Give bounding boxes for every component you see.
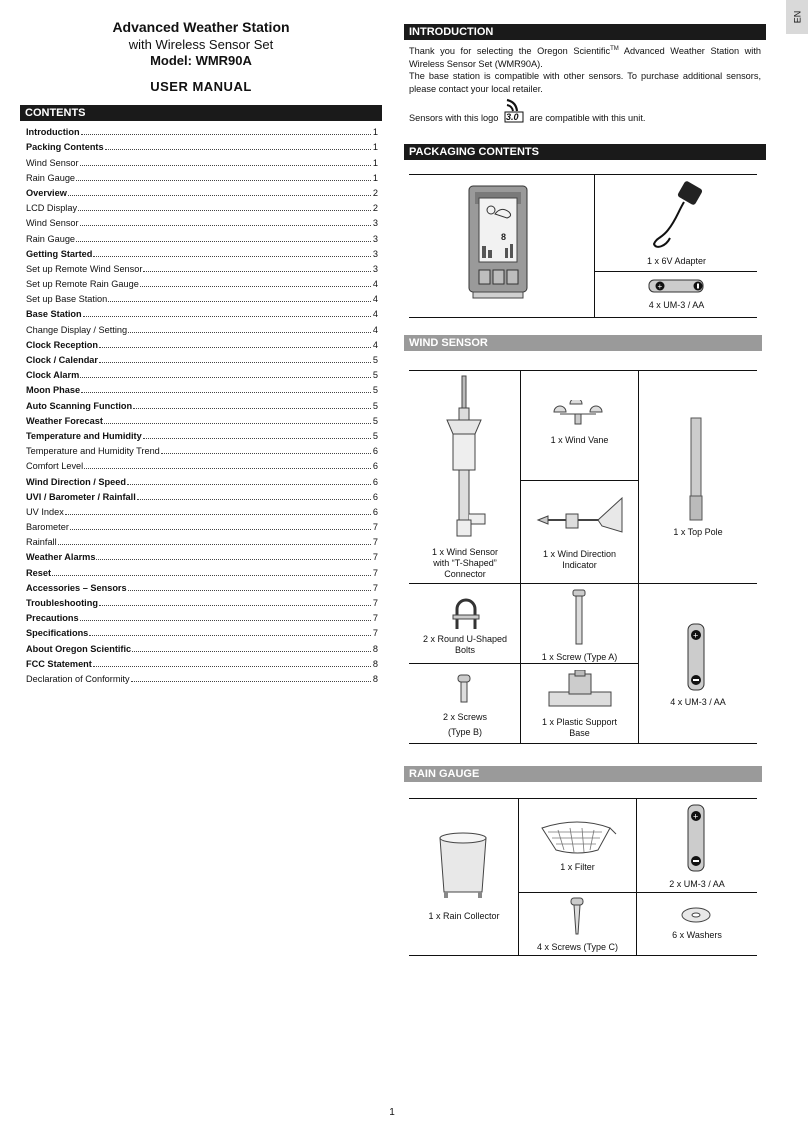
toc-entry-label: Weather Alarms (26, 552, 96, 563)
toc-entry (26, 624, 378, 639)
toc-entry-label: FCC Statement (26, 658, 92, 669)
top-pole-image (688, 416, 704, 522)
washers-caption: 6 x Washers (672, 930, 722, 940)
table-border (638, 370, 639, 743)
toc-entry (26, 563, 378, 578)
wind-vane-image (548, 400, 610, 430)
toc-page-number: 2 (372, 187, 378, 198)
toc-page-number: 4 (372, 309, 378, 320)
toc-page-number: 4 (372, 279, 378, 290)
toc-leader-dots (127, 484, 371, 485)
toc-leader-dots (96, 559, 371, 560)
toc-entry (26, 579, 378, 594)
toc-entry-label: UVI / Barometer / Rainfall (26, 491, 136, 502)
toc-page-number: 3 (372, 263, 378, 274)
model-number: Model: WMR90A (150, 53, 252, 68)
toc-leader-dots (65, 514, 371, 515)
toc-entry-label: Wind Sensor (26, 157, 79, 168)
toc-page-number: 6 (372, 491, 378, 502)
toc-entry-label: Barometer (26, 522, 69, 533)
screws-c-caption: 4 x Screws (Type C) (536, 942, 619, 952)
toc-leader-dots (80, 165, 371, 166)
adapter-image (648, 180, 708, 252)
toc-entry (26, 472, 378, 487)
toc-entry-label: Rainfall (26, 537, 57, 548)
table-border (409, 370, 757, 371)
rain-batteries-caption: 2 x UM-3 / AA (669, 879, 725, 889)
toc-entry (26, 442, 378, 457)
toc-leader-dots (80, 225, 371, 226)
toc-entry-label: Clock Alarm (26, 370, 80, 381)
toc-leader-dots (99, 605, 371, 606)
toc-entry-label: Set up Remote Rain Gauge (26, 279, 139, 290)
toc-entry (26, 427, 378, 442)
sensor-logo: 3.0 (503, 111, 525, 123)
screw-a-image (571, 588, 587, 648)
toc-entry (26, 412, 378, 427)
toc-leader-dots (161, 453, 371, 454)
toc-entry-label: Temperature and Humidity (26, 430, 142, 441)
svg-text:+: + (693, 630, 699, 641)
toc-leader-dots (104, 423, 371, 424)
toc-entry (26, 320, 378, 335)
toc-leader-dots (93, 666, 371, 667)
svg-text:+: + (657, 282, 663, 291)
toc-leader-dots (84, 468, 371, 469)
toc-entry (26, 488, 378, 503)
toc-page-number: 5 (372, 400, 378, 411)
toc-leader-dots (80, 620, 371, 621)
toc-page-number: 8 (372, 673, 378, 684)
toc-entry-label: Rain Gauge (26, 233, 76, 244)
wind-sensor-caption: 1 x Wind Sensor with “T-Shaped” Connector (431, 547, 499, 579)
toc-page-number: 4 (372, 294, 378, 305)
table-border (594, 271, 757, 272)
filter-image (538, 818, 618, 856)
svg-text:8: 8 (501, 232, 507, 242)
aa-battery-vertical-image (686, 803, 706, 873)
toc-entry (26, 548, 378, 563)
filter-caption: 1 x Filter (560, 862, 595, 872)
toc-page-number: 6 (372, 476, 378, 487)
wind-batteries-caption: 4 x UM-3 / AA (670, 697, 726, 707)
toc-entry-label: Getting Started (26, 248, 93, 259)
aa-battery-image (648, 278, 706, 294)
toc-page-number: 1 (372, 157, 378, 168)
toc-entry-label: UV Index (26, 506, 64, 517)
toc-entry-label: LCD Display (26, 203, 78, 214)
toc-entry (26, 336, 378, 351)
toc-page-number: 5 (372, 370, 378, 381)
toc-entry-label: Accessories – Sensors (26, 582, 127, 593)
toc-leader-dots (143, 438, 371, 439)
toc-leader-dots (137, 499, 371, 500)
toc-entry (26, 457, 378, 472)
toc-entry-label: Base Station (26, 309, 82, 320)
intro-paragraph-3: Sensors with this logo 3.0 are compatible with this unit. (409, 111, 761, 125)
table-border (409, 663, 638, 664)
toc-leader-dots (143, 271, 371, 272)
screw-a-caption: 1 x Screw (Type A) (541, 652, 618, 662)
rain-collector-caption: 1 x Rain Collector (428, 911, 500, 921)
toc-entry (26, 366, 378, 381)
table-border (518, 892, 757, 893)
table-border (520, 480, 638, 481)
toc-entry (26, 670, 378, 685)
toc-page-number: 7 (372, 613, 378, 624)
toc-entry (26, 169, 378, 184)
toc-entry-label: Auto Scanning Function (26, 400, 133, 411)
screws-b-caption: 2 x Screws (Type B) (442, 712, 487, 737)
toc-page-number: 1 (372, 172, 378, 183)
toc-page-number: 2 (372, 203, 378, 214)
battery-caption: 4 x UM-3 / AA (648, 300, 705, 310)
toc-entry (26, 290, 378, 305)
top-pole-caption: 1 x Top Pole (673, 527, 723, 537)
wind-vane-caption: 1 x Wind Vane (550, 435, 609, 445)
toc-page-number: 7 (372, 628, 378, 639)
intro-paragraph-1: Thank you for selecting the Oregon Scientific™ Advanced Weather Station with Wireless Sensor Set (WMR90A). (409, 46, 761, 69)
svg-text:+: + (693, 811, 699, 822)
toc-page-number: 7 (372, 552, 378, 563)
base-station-image (467, 184, 529, 300)
toc-leader-dots (108, 301, 371, 302)
wind-direction-caption: 1 x Wind Direction Indicator (542, 549, 617, 570)
toc-leader-dots (132, 651, 371, 652)
toc-leader-dots (131, 681, 371, 682)
packaging-heading: PACKAGING CONTENTS (404, 144, 766, 160)
toc-page-number: 3 (372, 248, 378, 259)
toc-entry-label: Comfort Level (26, 461, 84, 472)
toc-page-number: 7 (372, 537, 378, 548)
toc-leader-dots (105, 149, 371, 150)
toc-entry-label: Rain Gauge (26, 172, 76, 183)
toc-entry-label: Moon Phase (26, 385, 81, 396)
rain-gauge-heading: RAIN GAUGE (404, 766, 762, 782)
adapter-caption: 1 x 6V Adapter (646, 256, 707, 266)
toc-leader-dots (93, 256, 371, 257)
toc-leader-dots (80, 377, 371, 378)
table-border (409, 583, 757, 584)
toc-entry (26, 396, 378, 411)
toc-entry (26, 123, 378, 138)
toc-leader-dots (83, 316, 371, 317)
toc-page-number: 7 (372, 582, 378, 593)
toc-entry-label: Declaration of Conformity (26, 673, 130, 684)
toc-leader-dots (68, 195, 371, 196)
toc-entry (26, 138, 378, 153)
toc-entry-label: Set up Remote Wind Sensor (26, 263, 143, 274)
toc-entry (26, 153, 378, 168)
toc-leader-dots (128, 590, 371, 591)
toc-entry (26, 245, 378, 260)
toc-leader-dots (99, 347, 371, 348)
toc-leader-dots (81, 134, 371, 135)
wind-sensor-image (435, 374, 495, 540)
toc-entry (26, 305, 378, 320)
toc-entry (26, 518, 378, 533)
table-border (518, 798, 519, 955)
toc-page-number: 5 (372, 415, 378, 426)
toc-entry (26, 639, 378, 654)
toc-entry (26, 184, 378, 199)
toc-entry-label: Specifications (26, 628, 89, 639)
toc-page-number: 1 (372, 127, 378, 138)
toc-page-number: 6 (372, 461, 378, 472)
table-border (409, 798, 757, 799)
toc-leader-dots (128, 332, 371, 333)
screw-c-image (569, 896, 585, 938)
screw-b-image (456, 673, 472, 705)
toc-entry-label: Clock / Calendar (26, 355, 98, 365)
toc-entry (26, 229, 378, 244)
toc-page-number: 4 (372, 339, 378, 350)
toc-entry-label: Overview (26, 187, 67, 198)
table-border (409, 174, 757, 175)
wind-direction-indicator-image (536, 496, 626, 536)
toc-page-number: 5 (372, 430, 378, 441)
doc-subtitle: with Wireless Sensor Set (128, 37, 274, 52)
toc-entry-label: Precautions (26, 613, 79, 624)
toc-entry (26, 199, 378, 214)
toc-entry (26, 533, 378, 548)
toc-entry-label: Troubleshooting (26, 598, 98, 608)
toc-page-number: 4 (372, 324, 378, 335)
toc-page-number: 5 (372, 385, 378, 396)
doc-title: Advanced Weather Station (112, 19, 290, 35)
toc-entry-label: Introduction (26, 127, 80, 138)
toc-entry-label: Clock Reception (26, 339, 98, 350)
introduction-heading: INTRODUCTION (404, 24, 766, 40)
toc-leader-dots (140, 286, 371, 287)
toc-leader-dots (52, 575, 371, 576)
toc-leader-dots (99, 362, 371, 363)
toc-leader-dots (78, 210, 371, 211)
toc-entry-label: Weather Forecast (26, 415, 103, 426)
toc-page-number: 8 (372, 643, 378, 654)
u-bolts-caption: 2 x Round U-Shaped Bolts (422, 634, 508, 655)
toc-entry (26, 655, 378, 670)
toc-leader-dots (81, 392, 371, 393)
toc-entry-label: Wind Direction / Speed (26, 476, 126, 487)
toc-entry (26, 260, 378, 275)
toc-entry-label: Wind Sensor (26, 218, 79, 229)
toc-entry-label: Reset (26, 567, 52, 578)
toc-entry-label: Set up Base Station (26, 294, 108, 305)
toc-page-number: 5 (372, 355, 378, 365)
aa-battery-vertical-image (686, 622, 706, 692)
table-border (594, 174, 595, 317)
toc-entry (26, 594, 378, 609)
table-of-contents (26, 123, 378, 685)
toc-leader-dots (133, 408, 371, 409)
toc-leader-dots (76, 180, 371, 181)
toc-leader-dots (76, 241, 371, 242)
toc-entry-label: About Oregon Scientific (26, 643, 132, 654)
toc-leader-dots (89, 635, 371, 636)
toc-entry (26, 351, 378, 366)
table-border (409, 317, 757, 318)
page-number: 1 (389, 1107, 395, 1118)
toc-page-number: 8 (372, 658, 378, 669)
rain-collector-image (436, 830, 490, 900)
wind-sensor-heading: WIND SENSOR (404, 335, 762, 351)
toc-leader-dots (70, 529, 371, 530)
toc-entry (26, 381, 378, 396)
toc-page-number: 3 (372, 233, 378, 244)
intro-paragraph-2: The base station is compatible with other sensors. To purchase additional sensors, please contact your local retailer. (409, 71, 761, 94)
language-tab-label: EN (791, 10, 802, 24)
u-bolt-image (451, 595, 481, 631)
toc-entry-label: Change Display / Setting (26, 324, 128, 335)
table-border (409, 743, 757, 744)
manual-heading: USER MANUAL (150, 79, 252, 94)
language-tab (786, 0, 808, 34)
toc-entry (26, 609, 378, 624)
toc-entry (26, 214, 378, 229)
support-base-caption: 1 x Plastic Support Base (541, 717, 618, 738)
plastic-support-base-image (545, 670, 615, 710)
toc-entry-label: Packing Contents (26, 142, 104, 153)
toc-page-number: 6 (372, 506, 378, 517)
table-border (409, 955, 757, 956)
toc-page-number: 7 (372, 567, 378, 578)
toc-entry (26, 275, 378, 290)
washer-image (680, 906, 712, 924)
toc-page-number: 3 (372, 218, 378, 229)
toc-page-number: 7 (372, 522, 378, 533)
toc-entry (26, 503, 378, 518)
toc-page-number: 1 (372, 142, 378, 153)
contents-heading: CONTENTS (20, 105, 382, 121)
toc-entry-label: Temperature and Humidity Trend (26, 446, 160, 457)
toc-leader-dots (58, 544, 371, 545)
toc-page-number: 7 (372, 598, 378, 608)
toc-page-number: 6 (372, 446, 378, 457)
